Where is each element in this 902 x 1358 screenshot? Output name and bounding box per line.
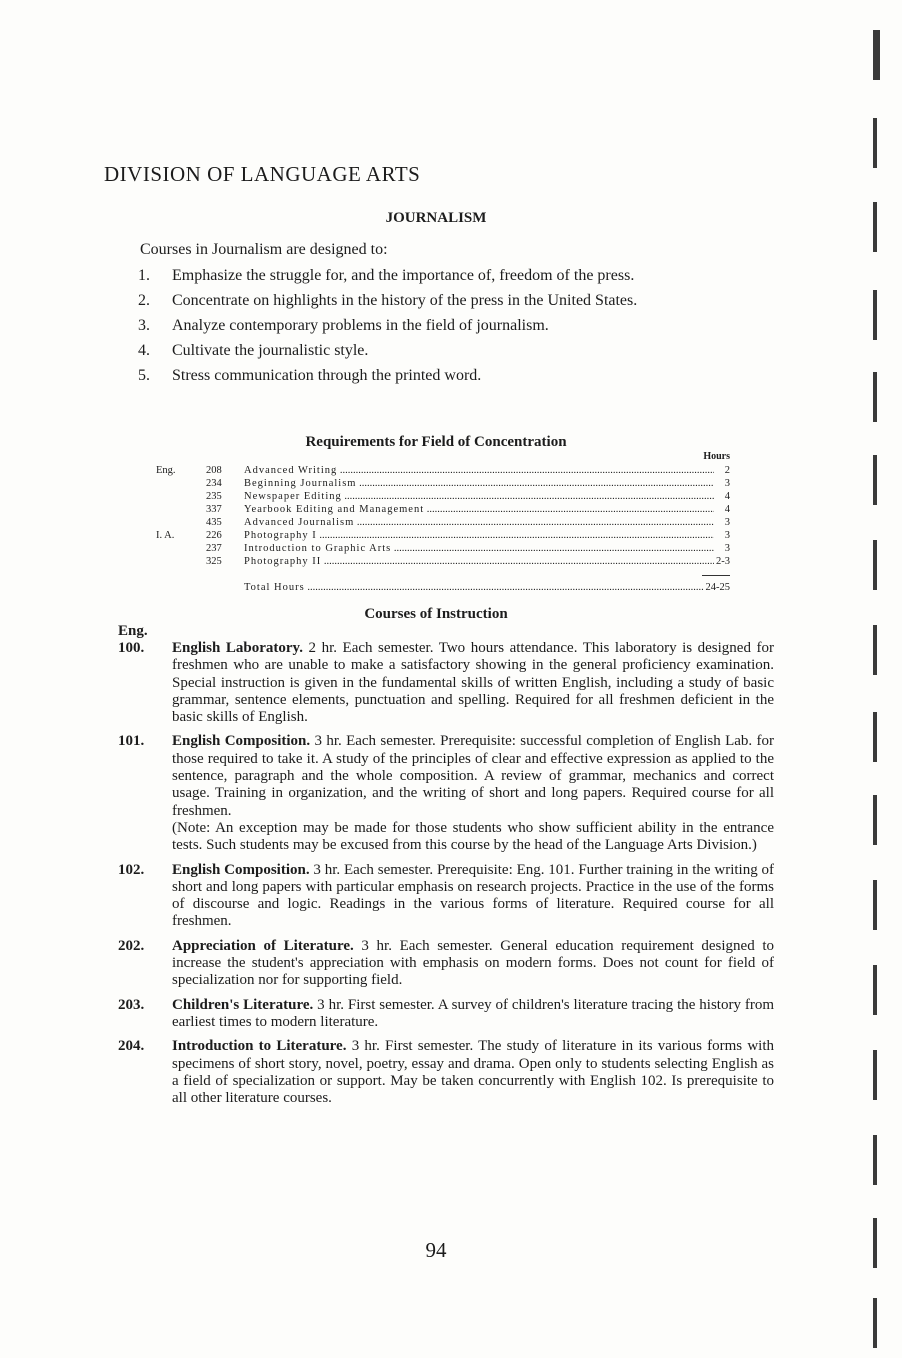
row-hours: 2-3 — [716, 556, 730, 567]
course-name: English Composition. — [172, 861, 310, 878]
row-course-title: Introduction to Graphic Arts ..... — [244, 542, 714, 555]
page-number: 94 — [425, 1238, 447, 1262]
course-number: 203. — [118, 996, 145, 1013]
goal-text: Analyze contemporary problems in the field of journalism. — [172, 317, 549, 334]
row-hours: 3 — [724, 517, 730, 528]
edge-tab-mark — [873, 290, 877, 340]
edge-tab-mark — [873, 965, 877, 1015]
course-number: 102. — [118, 861, 145, 878]
course-entry — [118, 640, 774, 726]
goal-item — [138, 368, 778, 384]
course-list — [118, 640, 774, 1114]
course-entry — [118, 733, 774, 854]
course-name: English Laboratory. — [172, 640, 303, 656]
row-hours: 3 — [724, 530, 730, 541]
division-title: DIVISION OF LANGUAGE ARTS — [104, 162, 421, 186]
goal-number: 4. — [138, 342, 150, 359]
edge-tab-mark — [873, 1050, 877, 1100]
requirements-title: Requirements for Field of Concentration — [305, 434, 567, 450]
hours-header: Hours — [703, 451, 730, 462]
course-description: 3 hr. Each semester. Prerequisite: Eng. 101. Further training in the writing of short and long papers with particular emphasis on research projects. Practice in the use of the forms of discourse and logic. Readings in the various forms of literature. Required course for all freshmen. — [172, 861, 775, 930]
course-entry — [118, 862, 774, 931]
row-course-number: 325 — [206, 556, 222, 567]
course-number: 100. — [118, 640, 145, 656]
goal-text: Concentrate on highlights in the history of the press in the United States. — [172, 292, 638, 309]
edge-tab-mark — [873, 372, 877, 422]
row-course-number: 237 — [206, 543, 222, 554]
total-hours: 24-25 — [705, 582, 730, 593]
course-name: Appreciation of Literature. — [172, 937, 354, 954]
course-note: (Note: An exception may be made for those students who show sufficient ability in the entrance tests. Such students may be excused from this course by the head of the Language Arts Division.) — [172, 819, 774, 854]
goal-text: Stress communication through the printed word. — [172, 367, 482, 384]
course-description: 3 hr. First semester. The study of literature in its various forms with specimens of short story, novel, poetry, essay and drama. Open only to students selecting English as a field of specialization or support. May be taken concurrently with English 102. Is prerequisite to all other literature courses. — [172, 1038, 775, 1107]
goals-list — [138, 268, 778, 393]
goal-item — [138, 343, 778, 359]
goal-number: 3. — [138, 317, 150, 334]
row-hours: 3 — [724, 543, 730, 554]
row-course-title: Photography I ..... — [244, 529, 714, 542]
course-number: 202. — [118, 937, 145, 954]
edge-tab-mark — [873, 118, 877, 168]
row-course-number: 337 — [206, 504, 222, 515]
goal-text: Emphasize the struggle for, and the importance of, freedom of the press. — [172, 267, 635, 284]
edge-tab-mark — [873, 712, 877, 762]
courses-dept-label: Eng. — [118, 623, 148, 639]
row-course-title: Newspaper Editing ..... — [244, 490, 714, 503]
edge-tab-mark — [873, 625, 877, 675]
intro-text: Courses in Journalism are designed to: — [140, 241, 388, 258]
row-hours: 3 — [724, 478, 730, 489]
edge-tab-mark — [873, 1298, 877, 1348]
total-label: Total Hours ..... — [244, 581, 704, 594]
requirement-row — [156, 555, 730, 568]
edge-tab-mark — [873, 202, 877, 252]
goal-number: 2. — [138, 292, 150, 309]
course-description: 3 hr. Each semester. General education requirement designed to increase the student's appreciation with emphasis on modern forms. Does not count for field of specialization nor for supporting field. — [172, 937, 775, 989]
edge-tab-mark — [873, 30, 880, 80]
course-entry — [118, 938, 774, 990]
total-rule — [702, 575, 730, 576]
requirement-row — [156, 503, 730, 516]
course-number: 204. — [118, 1038, 145, 1055]
row-course-number: 208 — [206, 465, 222, 476]
row-hours: 4 — [724, 504, 730, 515]
row-course-title: Yearbook Editing and Management ..... — [244, 503, 714, 516]
goal-item — [138, 293, 778, 309]
requirement-row — [156, 490, 730, 503]
course-description: 3 hr. Each semester. Prerequisite: successful completion of English Lab. for those required to take it. A study of the principles of clear and effective expression as applied to the sentence, paragraph and the whole composition. A review of grammar, mechanics and correct usage. Training in organization, and the writing of short and long papers. Required course for all freshmen. — [172, 733, 775, 819]
section-title: JOURNALISM — [385, 210, 487, 226]
course-entry — [118, 1038, 774, 1107]
course-description: 2 hr. Each semester. Two hours attendance. This laboratory is designed for freshmen who are unable to make a satisfactory showing in the general proficiency examination. Special instruction is given in the fundamental skills of written English, including a study of basic grammar, sentence elements, punctuation and spelling. Required for all freshmen deficient in the basic skills of English. — [172, 640, 774, 726]
row-course-title: Advanced Writing ..... — [244, 464, 714, 477]
row-course-title: Advanced Journalism ..... — [244, 516, 714, 529]
requirement-row — [156, 516, 730, 529]
edge-tab-mark — [873, 1135, 877, 1185]
goal-number: 1. — [138, 267, 150, 284]
courses-title: Courses of Instruction — [364, 606, 508, 622]
row-dept: Eng. — [156, 465, 176, 476]
course-number: 101. — [118, 733, 145, 750]
row-course-number: 435 — [206, 517, 222, 528]
row-course-number: 234 — [206, 478, 222, 489]
edge-tab-mark — [873, 880, 877, 930]
requirement-row — [156, 464, 730, 477]
requirement-row — [156, 529, 730, 542]
course-name: English Composition. — [172, 733, 311, 750]
course-name: Introduction to Literature. — [172, 1038, 347, 1055]
total-row — [156, 581, 730, 594]
row-course-number: 226 — [206, 530, 222, 541]
edge-tab-mark — [873, 1218, 877, 1268]
edge-tab-mark — [873, 540, 877, 590]
course-name: Children's Literature. — [172, 996, 314, 1013]
goal-number: 5. — [138, 367, 150, 384]
requirement-row — [156, 477, 730, 490]
row-hours: 2 — [724, 465, 730, 476]
goal-text: Cultivate the journalistic style. — [172, 342, 369, 359]
row-hours: 4 — [724, 491, 730, 502]
row-course-title: Photography II ..... — [244, 555, 714, 568]
course-description: 3 hr. First semester. A survey of children's literature tracing the history from earliest times to modern literature. — [172, 996, 775, 1030]
course-entry — [118, 997, 774, 1032]
requirement-row — [156, 542, 730, 555]
row-course-title: Beginning Journalism ..... — [244, 477, 714, 490]
row-dept: I. A. — [156, 530, 175, 541]
edge-tab-mark — [873, 455, 877, 505]
edge-tab-mark — [873, 795, 877, 845]
goal-item — [138, 268, 778, 284]
row-course-number: 235 — [206, 491, 222, 502]
goal-item — [138, 318, 778, 334]
